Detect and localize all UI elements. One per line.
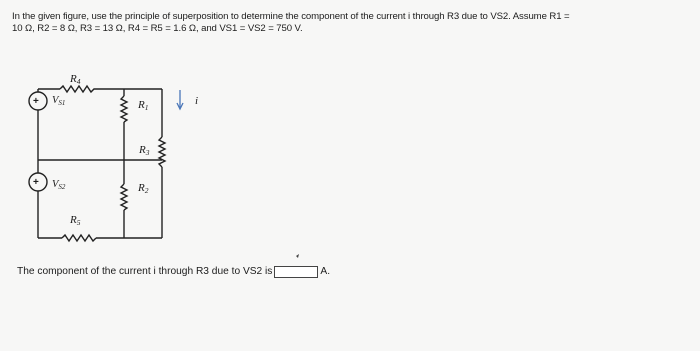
label-i: i [195, 95, 199, 107]
label-vs1: VS1 [52, 95, 66, 107]
plus-vs1: + [33, 96, 39, 107]
resistor-r5 [62, 235, 96, 241]
label-r5: R5 [70, 214, 81, 227]
circuit-wires [38, 89, 162, 238]
answer-unit: A. [320, 266, 331, 277]
answer-prompt: The component of the current i through R3 due to VS2 is [17, 266, 273, 277]
label-r1: R1 [138, 99, 149, 112]
label-r2: R2 [138, 182, 149, 195]
answer-input[interactable] [274, 266, 318, 278]
label-r4: R4 [70, 73, 81, 86]
resistor-r1 [121, 96, 127, 122]
answer-row [17, 265, 330, 279]
problem-line-2: 10 Ω, R2 = 8 Ω, R3 = 13 Ω, R4 = R5 = 1.6 Ω, and VS1 = VS2 = 750 V. [12, 22, 303, 34]
resistor-r4 [60, 86, 96, 92]
resistor-r3 [159, 137, 165, 167]
label-vs2: VS2 [52, 179, 66, 191]
problem-line-1: In the given figure, use the principle of superposition to determine the component of the current i through R3 due to VS2. Assume R1 = [12, 11, 570, 22]
resistor-r2 [121, 184, 127, 210]
plus-vs2: + [33, 177, 39, 188]
current-arrow [177, 90, 183, 109]
label-r3: R3 [139, 144, 150, 157]
small-pointer-mark [296, 254, 299, 258]
